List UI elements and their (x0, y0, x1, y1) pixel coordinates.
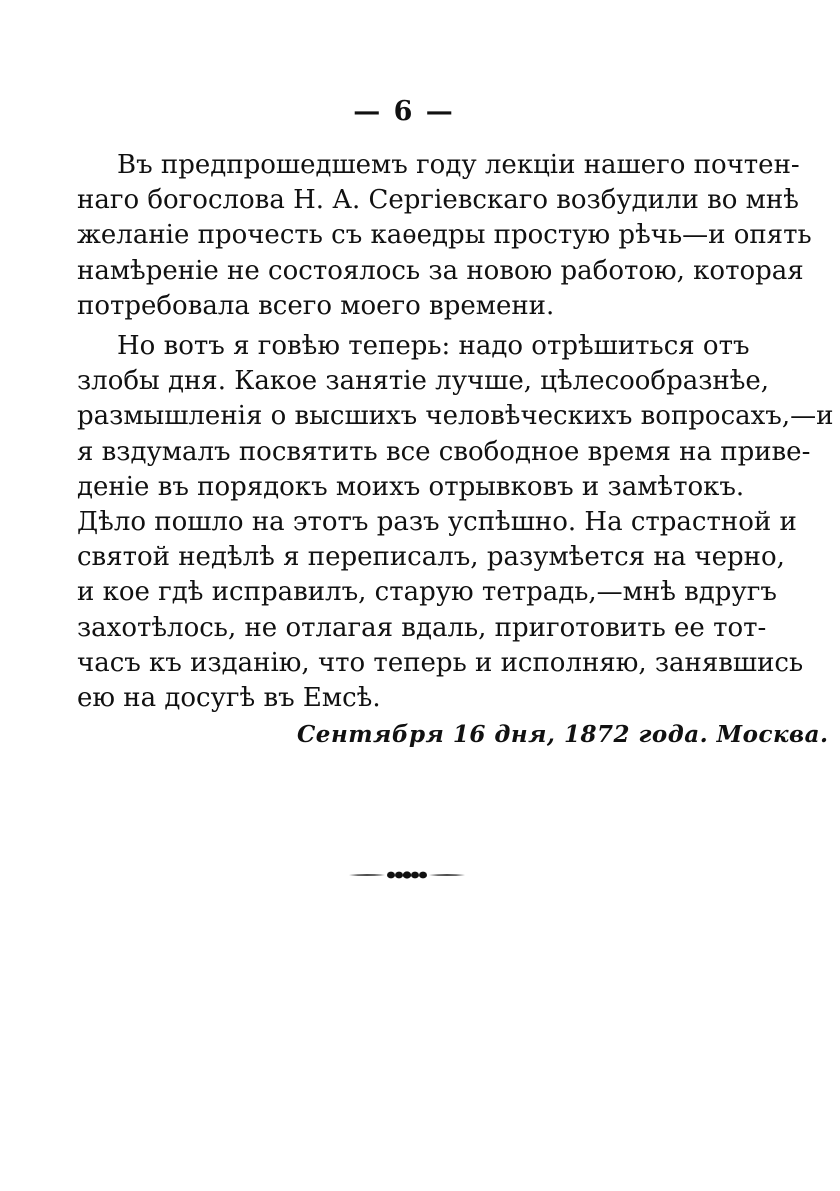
page-number: — 6 — (353, 96, 455, 127)
paragraph-line: Дѣло пошло на этотъ разъ успѣшно. На страстной и (77, 507, 797, 538)
paragraph-line: часъ къ изданію, что теперь и исполняю, занявшись (77, 647, 804, 678)
paragraph-line: размышленія о высшихъ человѣческихъ вопросахъ,—и (77, 401, 834, 432)
paragraph-line: намѣреніе не состоялось за новою работою, которая (77, 255, 804, 286)
paragraph-line: захотѣлось, не отлагая вдаль, приготовить ее тот- (77, 612, 767, 643)
paragraph-2 (77, 329, 834, 716)
dated-signature: Сентября 16 дня, 1872 года. Москва. (297, 721, 829, 748)
paragraph-line: желаніе прочесть съ каѳедры простую рѣчь—и опять (77, 220, 812, 251)
paragraph-line: святой недѣлѣ я переписалъ, разумѣется на черно, (77, 542, 785, 573)
paragraph-line: Въ предпрошедшемъ году лекціи нашего почтен- (117, 150, 800, 180)
paragraph-line: наго богослова Н. А. Сергіевскаго возбудили во мнѣ (77, 185, 799, 216)
paragraph-line: ею на досугѣ въ Емсѣ. (77, 683, 381, 714)
paragraph-line: и кое гдѣ исправилъ, старую тетрадь,—мнѣ вдругъ (77, 577, 777, 608)
paragraph-line: потребовала всего моего времени. (77, 290, 555, 321)
paragraph-line: деніе въ порядокъ моихъ отрывковъ и замѣтокъ. (77, 471, 745, 502)
paragraph-line: злобы дня. Какое занятіе лучше, цѣлесообразнѣе, (77, 366, 770, 397)
paragraph-line: Но вотъ я говѣю теперь: надо отрѣшиться отъ (117, 331, 750, 361)
paragraph-1 (77, 148, 812, 324)
paragraph-line: я вздумалъ посвятить все свободное время на приве- (77, 436, 811, 467)
end-ornament-icon (347, 868, 467, 882)
